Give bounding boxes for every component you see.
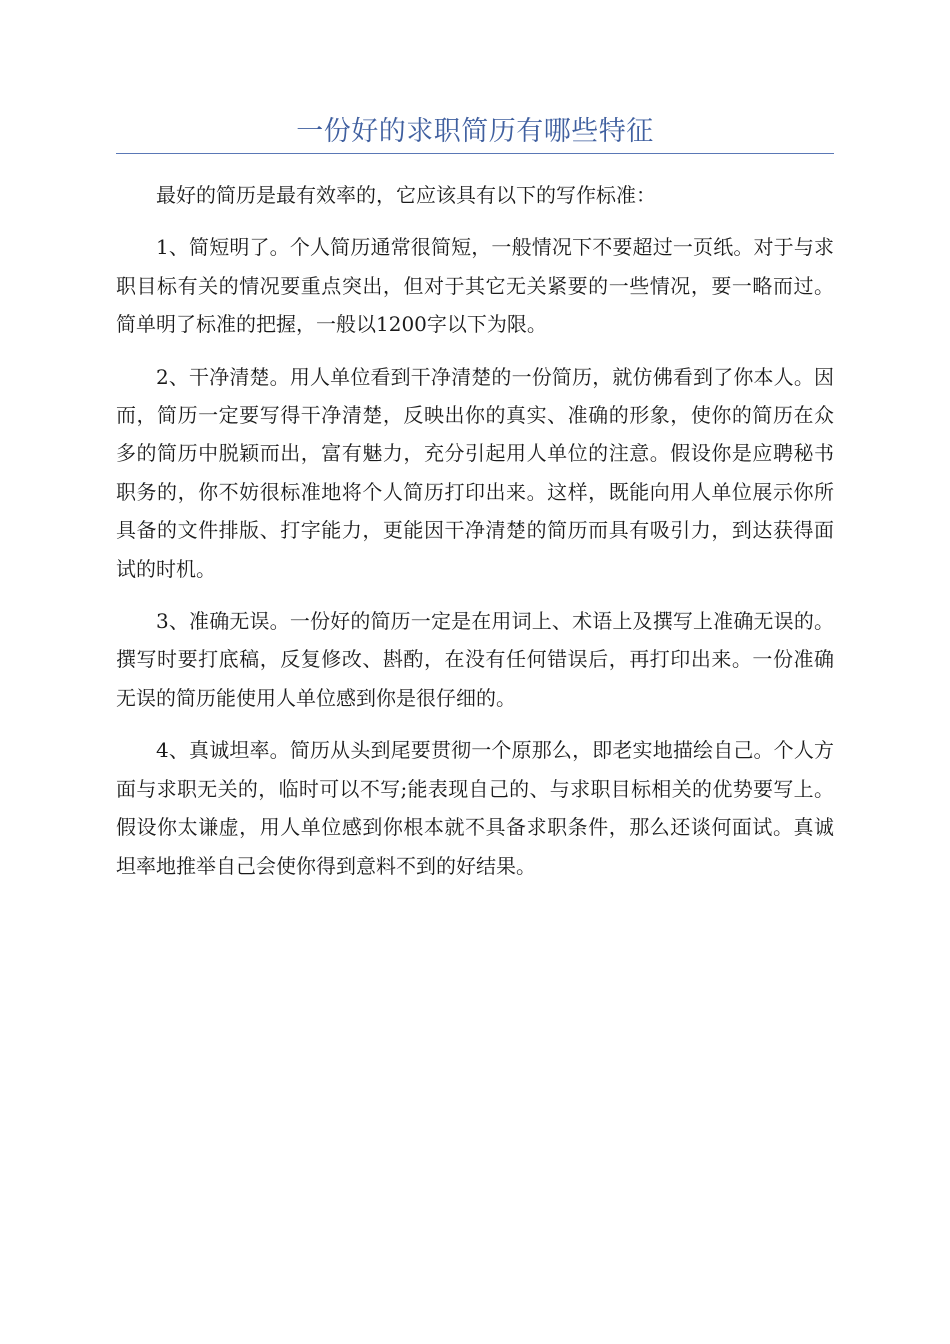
page-title: 一份好的求职简历有哪些特征 [296, 116, 654, 147]
intro-paragraph: 最好的简历是最有效率的，它应该具有以下的写作标准： [156, 183, 656, 207]
paragraph-accurate: 3、准确无误。一份好的简历一定是在用词上、术语上及撰写上准确无误的。撰写时要打底稿，反复修改、斟酌，在没有任何错误后，再打印出来。一份准确无误的简历能使用人单位感到你是很仔细的。 [116, 609, 834, 710]
paragraph-concise: 1、简短明了。个人简历通常很简短，一般情况下不要超过一页纸。对于与求职目标有关的情况要重点突出，但对于其它无关紧要的一些情况，要一略而过。简单明了标准的把握，一般以1200字以下为限。 [116, 235, 834, 337]
paragraph-clean: 2、干净清楚。用人单位看到干净清楚的一份简历，就仿佛看到了你本人。因而，简历一定要写得干净清楚，反映出你的真实、准确的形象，使你的简历在众多的简历中脱颖而出，富有魅力，充分引起用人单位的注意。假设你是应聘秘书职务的，你不妨很标准地将个人简历打印出来。这样，既能向用人单位展示你所具备的文件排版、打字能力，更能因干净清楚的简历而具有吸引力，到达获得面试的时机。 [116, 364, 834, 581]
paragraph-sincere: 4、真诚坦率。简历从头到尾要贯彻一个原那么，即老实地描绘自己。个人方面与求职无关的，临时可以不写;能表现自己的、与求职目标相关的优势要写上。假设你太谦虚，用人单位感到你根本就不具备求职条件，那么还谈何面试。真诚坦率地推举自己会使你得到意料不到的好结果。 [116, 738, 834, 878]
document-body [116, 176, 834, 899]
title-underline-divider [116, 153, 834, 154]
